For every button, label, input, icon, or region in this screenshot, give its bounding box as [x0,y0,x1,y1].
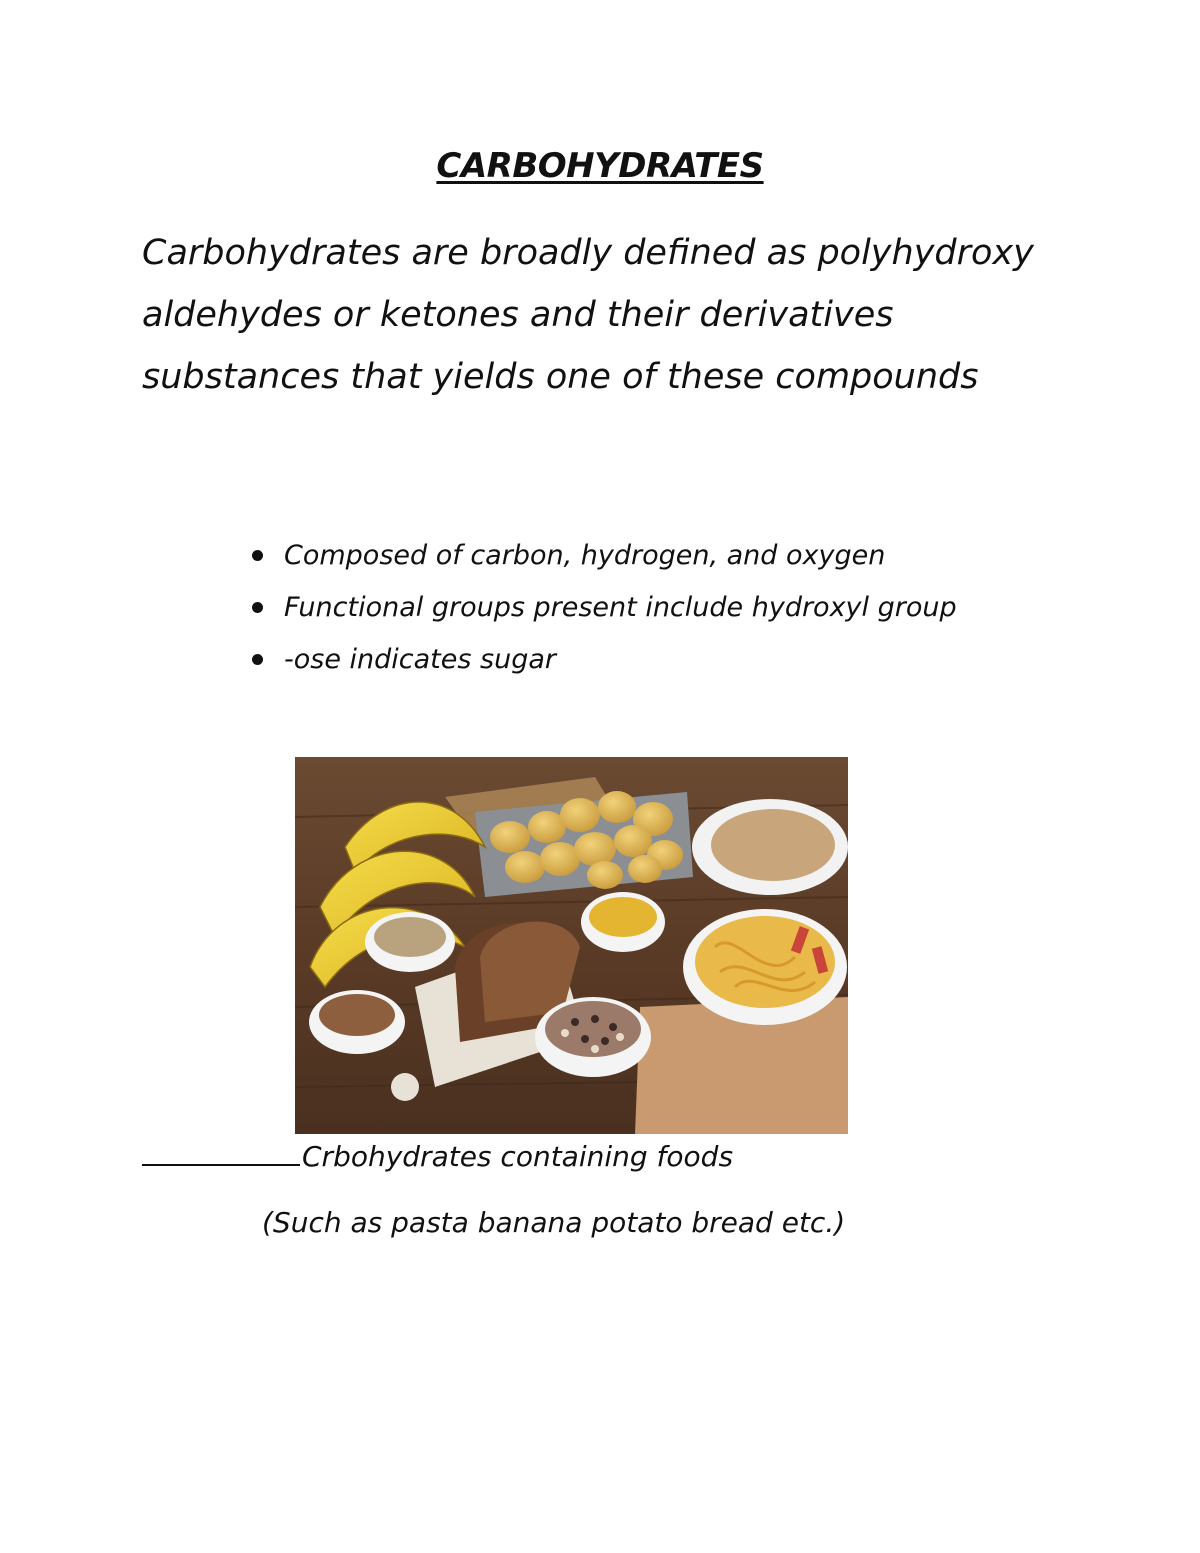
list-item [248,530,957,582]
page-title: CARBOHYDRATES [436,146,764,186]
carbohydrate-foods-photo [295,757,848,1134]
figure-subcaption: (Such as pasta banana potato bread etc.) [262,1206,846,1239]
bullet-icon [252,602,263,613]
figure-caption [142,1140,733,1173]
list-item-text: Composed of carbon, hydrogen, and oxygen [284,540,886,571]
list-item [248,582,957,634]
bullet-icon [252,550,263,561]
list-item-text: Functional groups present include hydroxyl group [284,592,957,623]
caption-text: Crbohydrates containing foods [302,1140,734,1173]
list-item [248,634,957,686]
bullet-list [248,530,957,686]
list-item-text: -ose indicates sugar [284,644,556,675]
intro-paragraph: Carbohydrates are broadly defined as polyhydroxy aldehydes or ketones and their derivatives substances that yields one of these compounds [142,233,1034,397]
caption-underline [142,1144,300,1166]
bullet-icon [252,654,263,665]
